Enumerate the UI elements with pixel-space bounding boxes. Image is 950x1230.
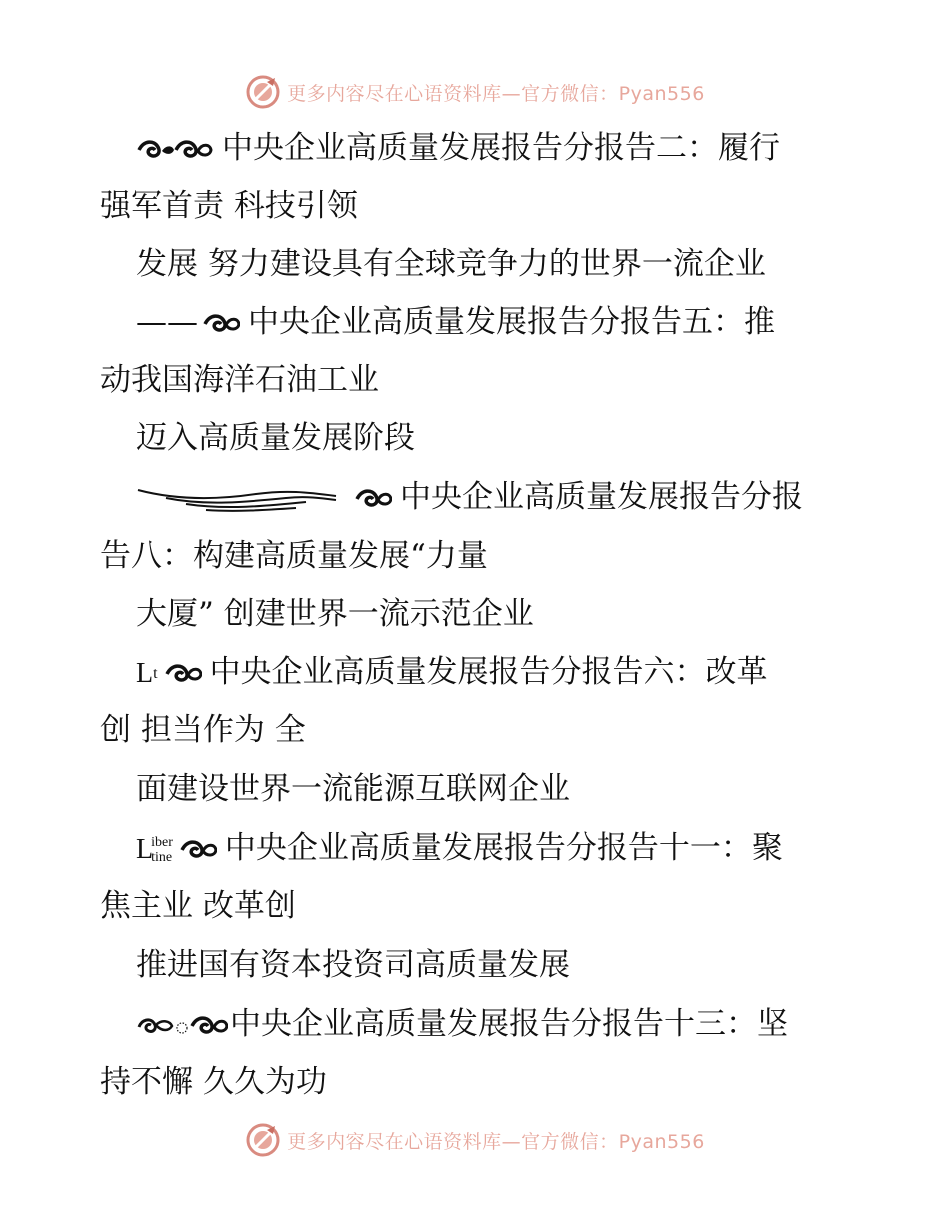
line-text: 迈入高质量发展阶段 [136, 420, 415, 456]
line-text: 中央企业高质量发展报告分报告十三：坚 [230, 1006, 788, 1042]
text-line [136, 828, 876, 868]
line-text: 发展 努力建设具有全球竞争力的世界一流企业 [136, 246, 766, 282]
text-line [136, 769, 876, 809]
line-text: 持不懈 久久为功 [100, 1064, 327, 1100]
watermark-footer [0, 1120, 950, 1160]
text-line [136, 302, 876, 342]
text-line [136, 128, 876, 168]
line-text: 创 担当作为 全 [100, 712, 306, 748]
text-line [100, 1062, 880, 1102]
fleuron-ornament-icon [136, 1013, 228, 1039]
text-line [136, 652, 876, 692]
line-text: 中央企业高质量发展报告分报告五：推 [248, 304, 775, 340]
text-line [136, 945, 876, 985]
dash-ornament: —— [136, 304, 198, 340]
seal-logo-icon [245, 1122, 281, 1158]
text-line [100, 886, 880, 926]
text-line [100, 186, 880, 226]
text-line [136, 1004, 876, 1044]
line-text: 面建设世界一流能源互联网企业 [136, 771, 570, 807]
text-line [136, 477, 876, 517]
fleuron-ornament-icon [354, 486, 392, 512]
text-line [136, 418, 876, 458]
line-text: 告八：构建高质量发展“力量 [100, 538, 488, 574]
line-text: 中央企业高质量发展报告分报告二：履行 [222, 130, 780, 166]
wave-ornament-icon [136, 484, 346, 514]
fleuron-ornament-icon [164, 661, 202, 687]
text-line [100, 710, 880, 750]
watermark-text: 更多内容尽在心语资料库—官方微信：Pyan556 [287, 1130, 705, 1153]
liber-ornament: L iber tine [136, 833, 173, 865]
line-text: 中央企业高质量发展报告分报告十一：聚 [224, 830, 783, 866]
line-text: 中央企业高质量发展报告分报 [400, 479, 803, 515]
text-line [100, 536, 880, 576]
watermark-text: 更多内容尽在心语资料库—官方微信：Pyan556 [287, 82, 705, 105]
lt-ornament: L t [136, 657, 158, 689]
fleuron-ornament-icon [179, 837, 217, 863]
fleuron-ornament-icon [202, 311, 240, 337]
fleuron-ornament-icon [136, 137, 214, 163]
line-text: 中央企业高质量发展报告分报告六：改革 [209, 654, 768, 690]
line-text: 推进国有资本投资司高质量发展 [136, 947, 570, 983]
text-line [136, 594, 876, 634]
text-line [100, 360, 880, 400]
seal-logo-icon [245, 74, 281, 110]
line-text: 焦主业 改革创 [100, 888, 296, 924]
line-text: 大厦” 创建世界一流示范企业 [136, 596, 534, 632]
line-text: 动我国海洋石油工业 [100, 362, 379, 398]
text-line [136, 244, 876, 284]
line-text: 强军首责 科技引领 [100, 188, 358, 224]
watermark-header [0, 72, 950, 112]
